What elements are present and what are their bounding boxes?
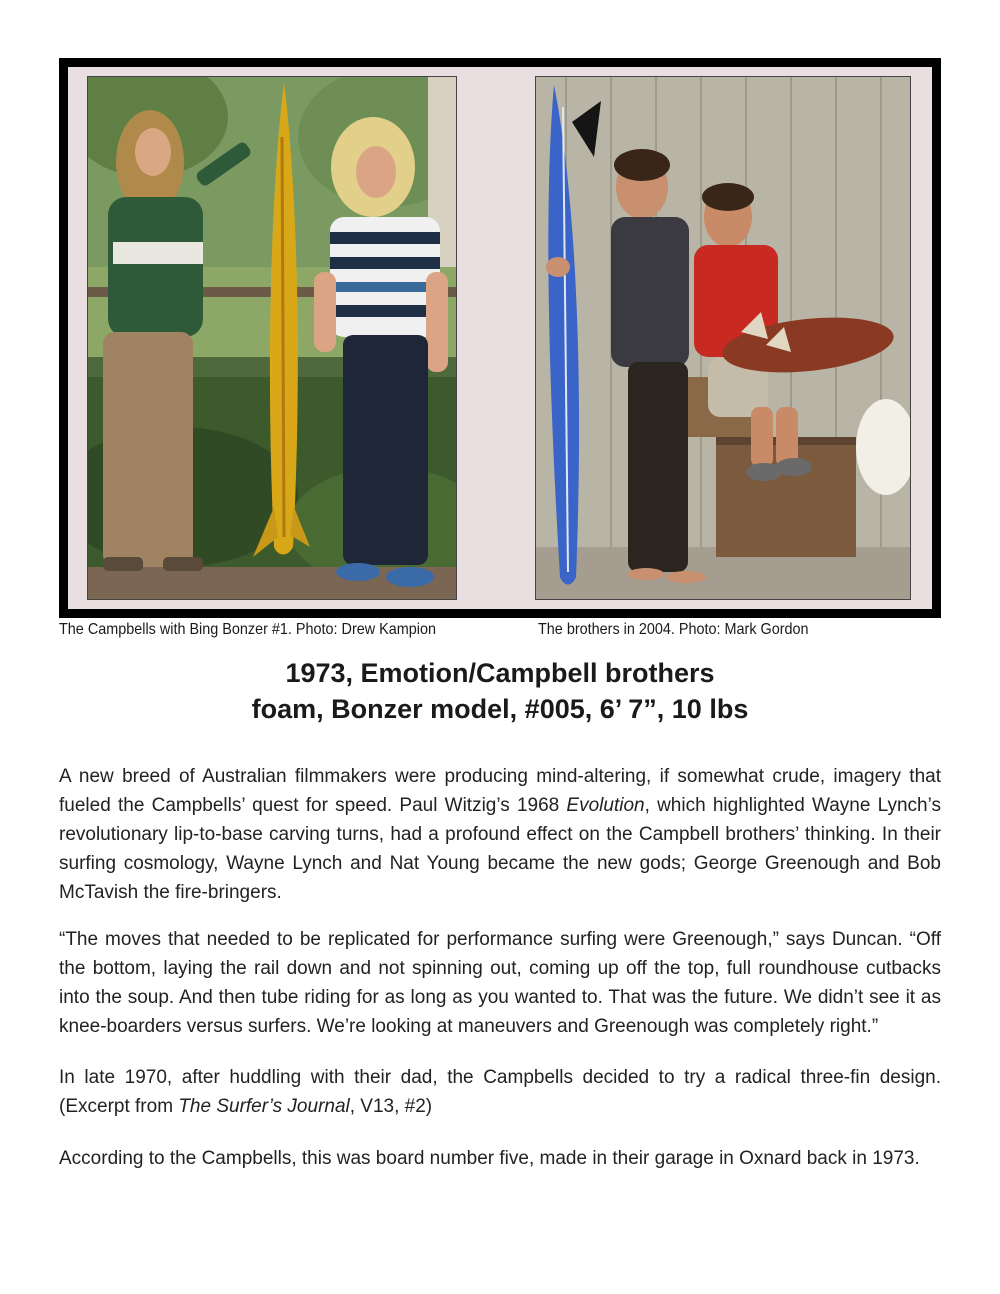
photo-right-image [536, 77, 910, 599]
photo-brothers-2004 [535, 76, 911, 600]
board-specs: foam, Bonzer model, #005, 6’ 7”, 10 lbs [251, 694, 749, 724]
para-1-text-b: , which highlighted Wayne Lynch’s revolutionary lip-to-base carving turns, had a profound effect on the Campbell brothers’ thinking. In their surfing cosmology, Wayne Lynch and Nat Young became the new gods; George Greenough and Bob McTavish the fire-bringers. [59, 795, 941, 903]
photo-campbells-1973 [87, 76, 457, 600]
film-title-evolution: Evolution [566, 795, 645, 816]
body-paragraph-2: “The moves that needed to be replicated for performance surfing were Greenough,” says Duncan. “Off the bottom, laying the rail down and not spinning out, coming up off the top, full roundhouse cutbacks into the soup. And then tube riding for as long as you wanted to. That was the future. We didn’t see it as knee-boarders versus surfers. We’re looking at maneuvers and Greenough was completely right.” [59, 929, 941, 1037]
body-paragraph-1 [59, 762, 941, 907]
body-paragraph-4: According to the Campbells, this was board number five, made in their garage in Oxnard back in 1973. [59, 1148, 920, 1169]
para-3-text-b: , V13, #2) [349, 1096, 433, 1117]
photo-left-image [88, 77, 456, 599]
caption-left-photo: The Campbells with Bing Bonzer #1. Photo: Drew Kampion [59, 621, 436, 638]
caption-right-photo: The brothers in 2004. Photo: Mark Gordon [538, 621, 809, 638]
board-title: 1973, Emotion/Campbell brothers [285, 658, 715, 688]
journal-title: The Surfer’s Journal [178, 1096, 350, 1117]
photo-frame [59, 58, 941, 618]
para-3-text-a: In late 1970, after huddling with their dad, the Campbells decided to try a radical three-fin design. (Excerpt from [59, 1067, 941, 1117]
para-1-text-a: A new breed of Australian filmmakers were producing mind-altering, if somewhat crude, imagery that fueled the Campbells’ quest for speed. Paul Witzig’s 1968 [59, 766, 941, 816]
body-paragraph-3 [59, 1063, 941, 1121]
